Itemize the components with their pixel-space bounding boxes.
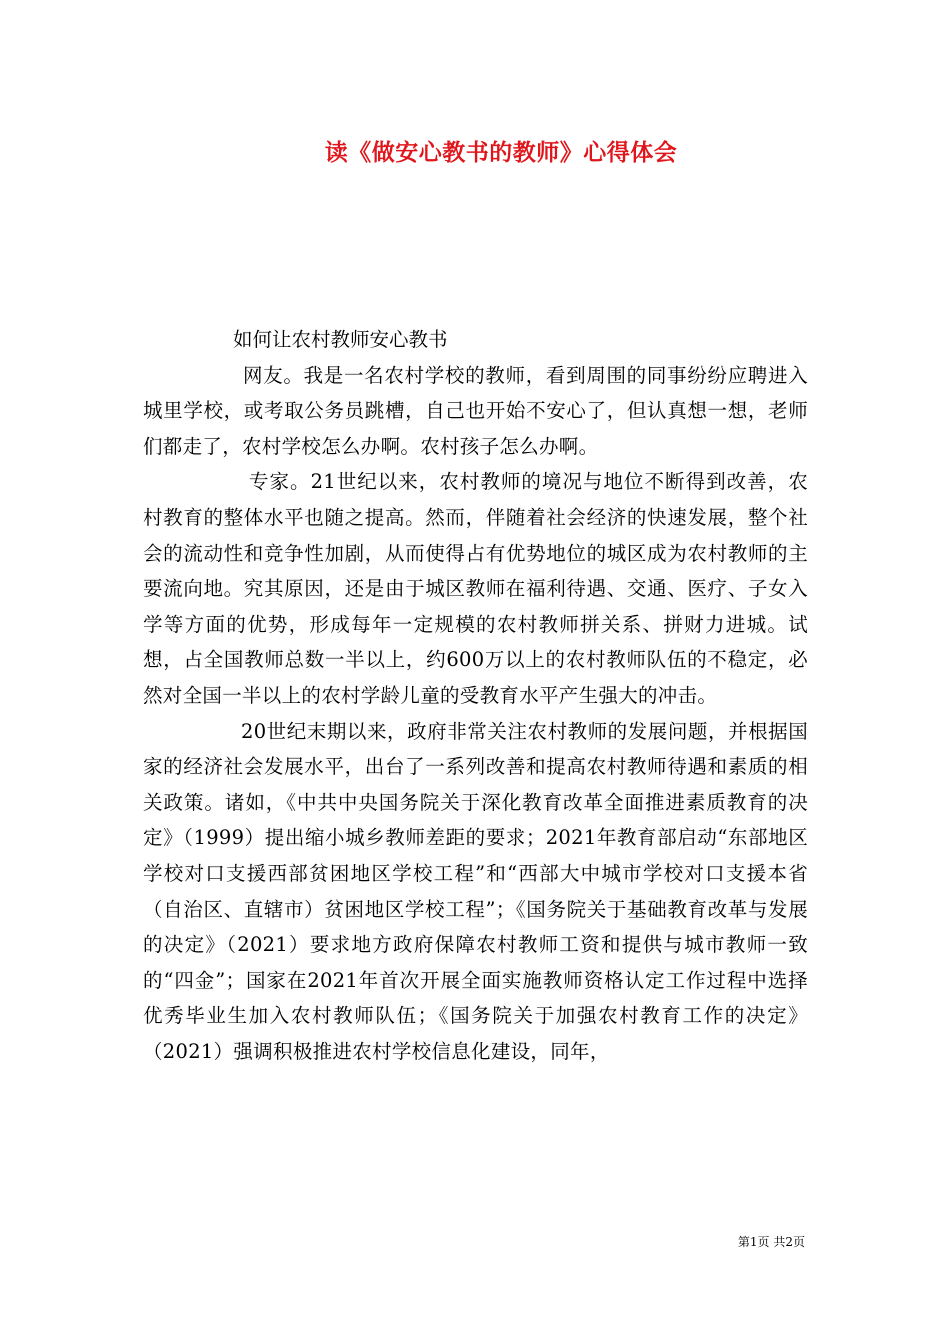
subheading: 如何让农村教师安心教书 <box>233 328 448 351</box>
paragraph-expert: 专家。21世纪以来，农村教师的境况与地位不断得到改善，农村教育的整体水平也随之提高。然而，伴随着社会经济的快速发展，整个社会的流动性和竞争性加剧，从而使得占有优势地位的城区成为农村教师的主要流向地。究其原因，还是由于城区教师在福利待遇、交通、医疗、子女入学等方面的优势，形成每年一定规模的农村教师拼关系、拼财力进城。试想，占全国教师总数一半以上，约600万以上的农村教师队伍的不稳定，必然对全国一半以上的农村学龄儿童的受教育水平产生强大的冲击。 <box>143 470 808 707</box>
page-number: 第1页 共2页 <box>737 1235 805 1249</box>
paragraph-policy: 20世纪末期以来，政府非常关注农村教师的发展问题，并根据国家的经济社会发展水平，出台了一系列改善和提高农村教师待遇和素质的相关政策。诸如，《中共中央国务院关于深化教育改革全面推进素质教育的决定》（1999）提出缩小城乡教师差距的要求；2021年教育部启动“东部地区学校对口支援西部贫困地区学校工程”和“西部大中城市学校对口支援本省（自治区、直辖市）贫困地区学校工程”；《国务院关于基础教育改革与发展的决定》（2021）要求地方政府保障农村教师工资和提供与城市教师一致的“四金”；国家在2021年首次开展全面实施教师资格认定工作过程中选择优秀毕业生加入农村教师队伍；《国务院关于加强农村教育工作的决定》（2021）强调积极推进农村学校信息化建设，同年， <box>143 719 808 1063</box>
page-title: 读《做安心教书的教师》心得体会 <box>324 139 678 166</box>
paragraph-netizen: 网友。我是一名农村学校的教师，看到周围的同事纷纷应聘进入城里学校，或考取公务员跳槽，自己也开始不安心了，但认真想一想，老师们都走了，农村学校怎么办啊。农村孩子怎么办啊。 <box>143 363 808 458</box>
document-body <box>143 322 808 1069</box>
